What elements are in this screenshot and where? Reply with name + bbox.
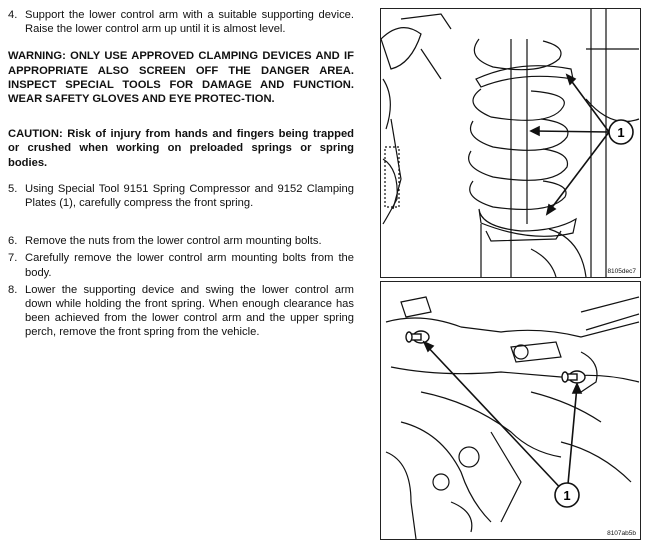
step-text: Lower the supporting device and swing the lower control arm down while holding the front spring. When enough clearance has been achieved from the lower control arm and the upper spring perch, remove the front spring from the vehicle. bbox=[25, 283, 354, 339]
step-7 bbox=[8, 251, 354, 279]
step-text: Carefully remove the lower control arm mounting bolts from the body. bbox=[25, 252, 354, 279]
instruction-column bbox=[8, 8, 354, 340]
step-6 bbox=[8, 234, 354, 248]
step-number: 5. bbox=[8, 182, 18, 195]
step-text: Support the lower control arm with a suitable supporting device. Raise the lower control arm up until it is almost level. bbox=[25, 9, 354, 36]
step-text: Remove the nuts from the lower control arm mounting bolts. bbox=[25, 235, 322, 248]
figure-control-arm-bolts bbox=[380, 281, 641, 540]
step-number: 7. bbox=[8, 252, 18, 265]
callout-number: 1 bbox=[617, 125, 625, 140]
figure-id: 8105dec7 bbox=[607, 268, 636, 275]
figure-spring-compressor bbox=[380, 8, 641, 278]
warning-text: WARNING: ONLY USE APPROVED CLAMPING DEVICES AND IF APPROPRIATE ALSO SCREEN OFF THE DANGER AREA. INSPECT SPECIAL TOOLS FOR DAMAGE AND FUNCTION. WEAR SAFETY GLOVES AND EYE PROTEC-TION. bbox=[8, 50, 354, 106]
step-number: 6. bbox=[8, 235, 18, 248]
step-number: 8. bbox=[8, 283, 18, 296]
caution-label: CAUTION: bbox=[8, 128, 63, 141]
caution-body: Risk of injury from hands and fingers being trapped or crushed when working on preloaded springs or spring bodies. bbox=[8, 128, 355, 169]
step-8 bbox=[8, 283, 354, 340]
callout-number: 1 bbox=[563, 488, 571, 503]
step-5 bbox=[8, 182, 354, 210]
figure-id: 8107ab5b bbox=[607, 530, 636, 537]
step-number: 4. bbox=[8, 9, 18, 21]
caution-text bbox=[8, 127, 354, 170]
step-4 bbox=[8, 8, 354, 36]
control-arm-illustration bbox=[381, 282, 640, 539]
step-text: Using Special Tool 9151 Spring Compressor and 9152 Clamping Plates (1), carefully compress the front spring. bbox=[25, 182, 354, 210]
spring-compressor-illustration bbox=[381, 9, 640, 277]
